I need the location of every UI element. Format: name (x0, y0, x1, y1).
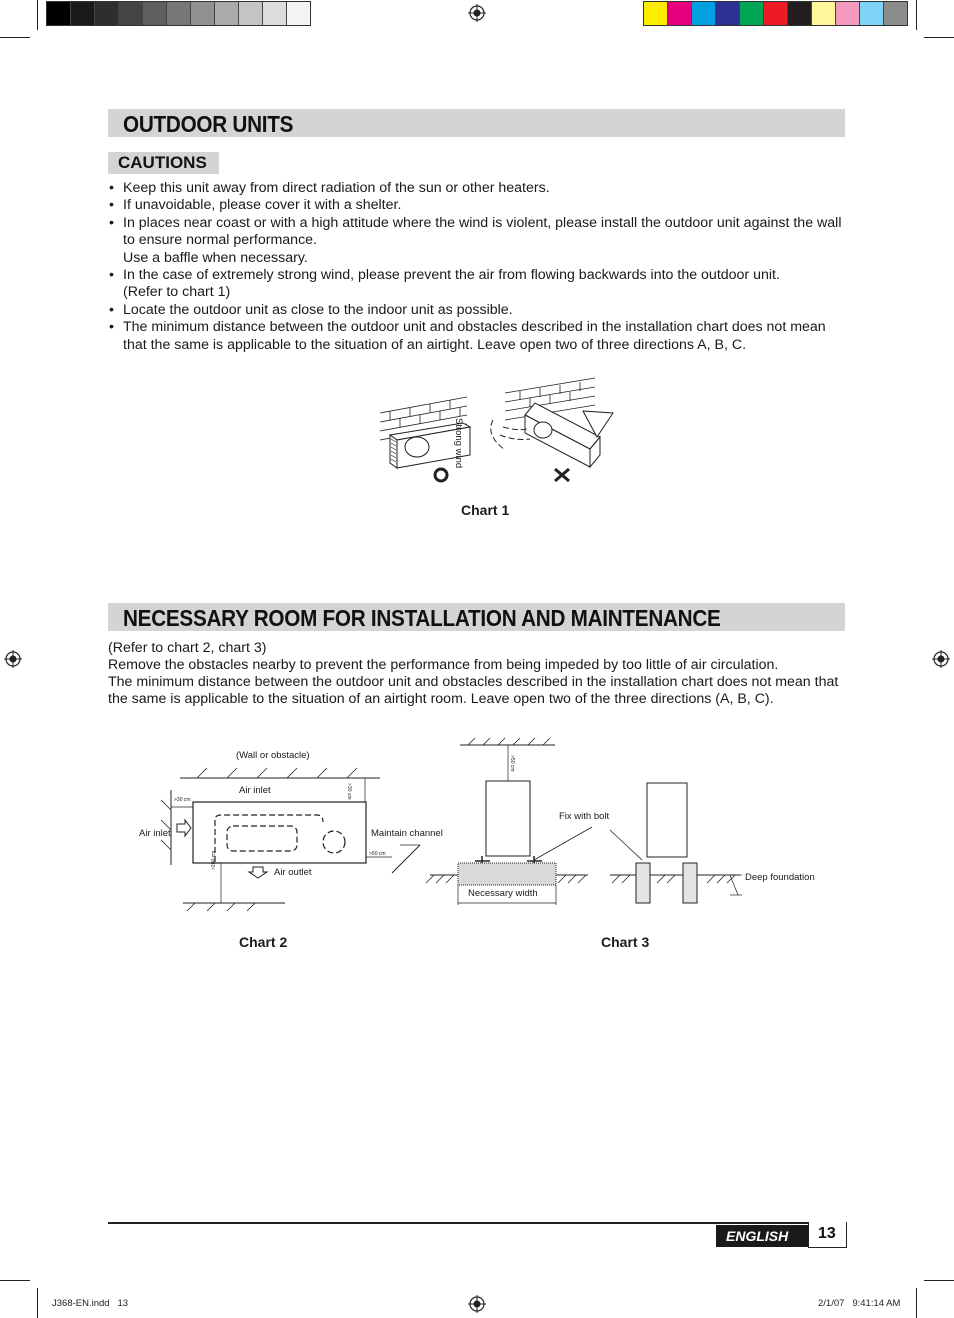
air-outlet-label: Air outlet (274, 867, 312, 878)
color-swatch-bar (643, 1, 908, 26)
air-inlet-left-label: Air inlet (139, 828, 171, 839)
color-swatch (215, 2, 239, 25)
dimension-label: >50 cm (369, 851, 386, 857)
crop-mark (916, 1288, 917, 1318)
crop-mark (37, 1288, 38, 1318)
maintain-channel-label: Maintain channel (371, 828, 443, 839)
chart2-caption: Chart 2 (239, 934, 288, 950)
color-swatch (143, 2, 167, 25)
crop-mark (0, 1280, 30, 1281)
color-swatch (764, 2, 788, 25)
color-swatch (239, 2, 263, 25)
color-swatch (71, 2, 95, 25)
color-swatch (191, 2, 215, 25)
fix-with-bolt-label: Fix with bolt (559, 811, 610, 822)
registration-mark-icon (4, 650, 22, 668)
cautions-label: CAUTIONS (118, 153, 207, 172)
chart3-caption: Chart 3 (601, 934, 650, 950)
list-item: • In the case of extremely strong wind, please prevent the air from flowing backwards into the outdoor unit. (Refer to chart 1) (108, 267, 848, 302)
necessary-width-label: Necessary width (468, 888, 538, 899)
file-slug: J368-EN.indd 13 (52, 1298, 129, 1309)
cautions-header (108, 152, 219, 174)
dimension-label: >30 cm (346, 783, 352, 800)
color-swatch (716, 2, 740, 25)
chart1-illustration (375, 375, 620, 490)
section-title: OUTDOOR UNITS (123, 111, 294, 137)
language-tab (716, 1225, 808, 1247)
registration-mark-icon (468, 1295, 486, 1313)
deep-foundation-label: Deep foundation (745, 872, 815, 883)
air-inlet-top-label: Air inlet (239, 785, 271, 796)
timestamp: 2/1/07 9:41:14 AM (818, 1298, 901, 1309)
color-swatch (860, 2, 884, 25)
crop-mark (37, 0, 38, 30)
color-swatch (692, 2, 716, 25)
color-swatch (836, 2, 860, 25)
dimension-label: >200 cm (211, 850, 217, 870)
color-swatch (167, 2, 191, 25)
list-item: • If unavoidable, please cover it with a shelter. (108, 197, 848, 214)
registration-mark-icon (468, 4, 486, 22)
section-title: NECESSARY ROOM FOR INSTALLATION AND MAINTENANCE (123, 605, 721, 631)
list-item: • In places near coast or with a high attitude where the wind is violent, please install the outdoor unit against the wall to ensure normal performance. Use a baffle when necessary. (108, 215, 848, 267)
registration-mark-icon (932, 650, 950, 668)
color-swatch (668, 2, 692, 25)
page-number-box (808, 1222, 847, 1248)
crop-mark (916, 0, 917, 30)
crop-mark (0, 37, 30, 38)
color-swatch (119, 2, 143, 25)
color-swatch (788, 2, 812, 25)
dimension-label: >30 cm (174, 797, 191, 803)
list-item: • Locate the outdoor unit as close to the indoor unit as possible. (108, 302, 848, 319)
color-swatch (644, 2, 668, 25)
dimension-label: >50 cm (509, 755, 515, 772)
paragraph: The minimum distance between the outdoor unit and obstacles described in the installation chart does not mean that the same is applicable to the situation of an airtight room. Leave open two of the three directions (A, B, C). (108, 674, 839, 708)
color-swatch (884, 2, 907, 25)
list-item: • Keep this unit away from direct radiation of the sun or other heaters. (108, 180, 848, 197)
language-label: ENGLISH (726, 1228, 789, 1244)
color-swatch (812, 2, 836, 25)
wall-label: (Wall or obstacle) (236, 750, 310, 761)
cautions-list (108, 180, 848, 354)
color-swatch (263, 2, 287, 25)
chart2-diagram (135, 760, 465, 920)
list-item: • The minimum distance between the outdoor unit and obstacles described in the installation chart does not mean that the same is applicable to the situation of an airtight. Leave open two of three directions A, B, C. (108, 319, 848, 354)
grayscale-swatch-bar (46, 1, 311, 26)
chart1-caption: Chart 1 (461, 502, 510, 518)
strong-wind-label: Strong wind (453, 418, 464, 469)
color-swatch (47, 2, 71, 25)
paragraph: Remove the obstacles nearby to prevent the performance from being impeded by too little of air circulation. (108, 657, 779, 673)
color-swatch (287, 2, 310, 25)
crop-mark (924, 37, 954, 38)
color-swatch (95, 2, 119, 25)
page-number: 13 (818, 1225, 836, 1242)
crop-mark (924, 1280, 954, 1281)
color-swatch (740, 2, 764, 25)
necessary-room-header (108, 603, 845, 631)
footer-rule (108, 1222, 845, 1224)
chart3-diagram (420, 735, 840, 910)
outdoor-units-header (108, 109, 845, 137)
paragraph: (Refer to chart 2, chart 3) (108, 640, 267, 656)
